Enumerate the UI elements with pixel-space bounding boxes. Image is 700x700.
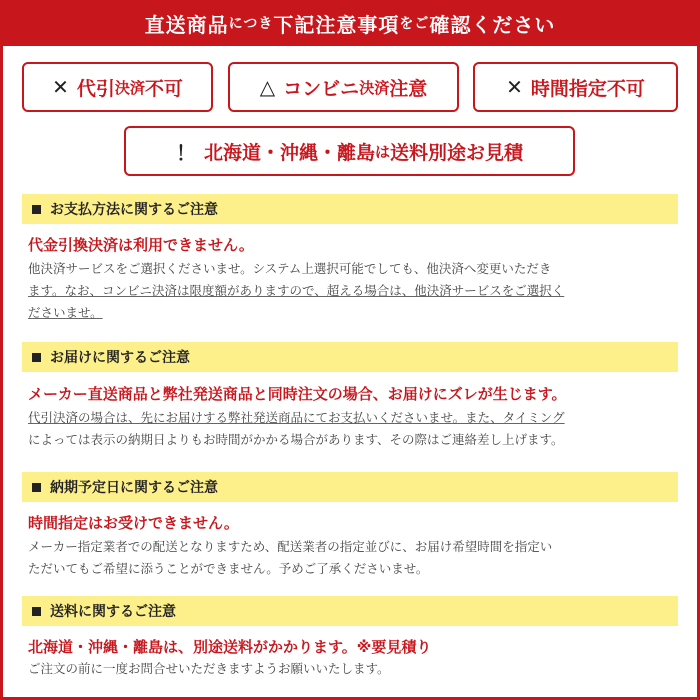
chip-cod-c: 不可 xyxy=(144,77,183,100)
chip-conv-c: 注意 xyxy=(389,77,428,100)
section-payment-title: お支払方法に関するご注意 xyxy=(50,202,218,218)
section-payment-lead: 代金引換決済は利用できません。 xyxy=(28,236,254,254)
section-shipping-body xyxy=(28,658,668,680)
triangle-icon: △ xyxy=(259,75,276,99)
header-text-2: につき xyxy=(228,16,274,32)
section-shipping-title: 送料に関するご注意 xyxy=(50,604,176,620)
square-bullet-icon xyxy=(32,205,41,214)
delivery-line-2: によっては表示の納期日よりもお時間がかかる場合があります、その際はご連絡差し上げます。 xyxy=(28,432,564,447)
section-delivery-lead: メーカー直送商品と弊社発送商品と同時注文の場合、お届けにズレが生じます。 xyxy=(28,385,567,403)
section-delivery-body xyxy=(28,407,668,451)
header-text-4: をご xyxy=(399,16,430,32)
payment-line-2: ます。なお、コンビニ決済は限度額がありますので、超える場合は、他決済サービスをご選択く xyxy=(28,283,565,298)
chip-cod-a: 代引 xyxy=(76,77,115,100)
section-schedule-body xyxy=(28,536,668,580)
delivery-line-1: 代引決済の場合は、先にお届けする弊社発送商品にてお支払いくださいませ。また、タイミング xyxy=(28,410,565,425)
payment-line-3: ださいませ。 xyxy=(28,305,103,320)
square-bullet-icon xyxy=(32,607,41,616)
section-delivery-header xyxy=(22,342,678,372)
shipping-line-1: ご注文の前に一度お問合せいただきますようお願いいたします。 xyxy=(28,661,390,676)
section-payment-header xyxy=(22,194,678,224)
header-text-3: 下記注意事項 xyxy=(273,12,400,37)
chip-remote-b: は xyxy=(374,142,390,161)
chip-conv-a: コンビニ xyxy=(283,77,360,100)
chip-time-a: 時間指定不可 xyxy=(530,77,645,100)
schedule-line-1: メーカー指定業者での配送となりますため、配送業者の指定並びに、お届け希望時間を指定い xyxy=(28,539,553,554)
notice-header xyxy=(0,0,700,46)
chip-time-not-allowed xyxy=(473,62,678,112)
section-shipping-lead: 北海道・沖縄・離島は、別途送料がかかります。※要見積り xyxy=(28,638,432,656)
section-schedule-header xyxy=(22,472,678,502)
schedule-line-2: ただいてもご希望に添うことができません。予めご了承くださいませ。 xyxy=(28,561,429,576)
square-bullet-icon xyxy=(32,353,41,362)
chip-cod-b: 決済 xyxy=(114,78,145,97)
chip-conv-b: 決済 xyxy=(359,78,390,97)
section-schedule-title: 納期予定日に関するご注意 xyxy=(50,480,218,496)
chip-convenience-caution xyxy=(228,62,459,112)
chip-cod-not-allowed xyxy=(22,62,213,112)
header-text-5: 確認ください xyxy=(429,12,556,37)
section-schedule-lead: 時間指定はお受けできません。 xyxy=(28,514,239,532)
section-payment-body xyxy=(28,258,668,324)
chip-remote-a: 北海道・沖縄・離島 xyxy=(203,141,375,164)
section-delivery-title: お届けに関するご注意 xyxy=(50,350,190,366)
square-bullet-icon xyxy=(32,483,41,492)
cross-icon: ✕ xyxy=(52,75,69,99)
cross-icon: ✕ xyxy=(506,75,523,99)
section-shipping-header xyxy=(22,596,678,626)
chip-remote-c: 送料別途お見積 xyxy=(390,141,524,164)
chip-remote-shipping xyxy=(124,126,575,176)
payment-line-1: 他決済サービスをご選択くださいませ。システム上選択可能でしても、他決済へ変更いただき xyxy=(28,261,552,276)
exclamation-icon: ！ xyxy=(175,140,196,165)
header-text-1: 直送商品 xyxy=(144,12,229,37)
